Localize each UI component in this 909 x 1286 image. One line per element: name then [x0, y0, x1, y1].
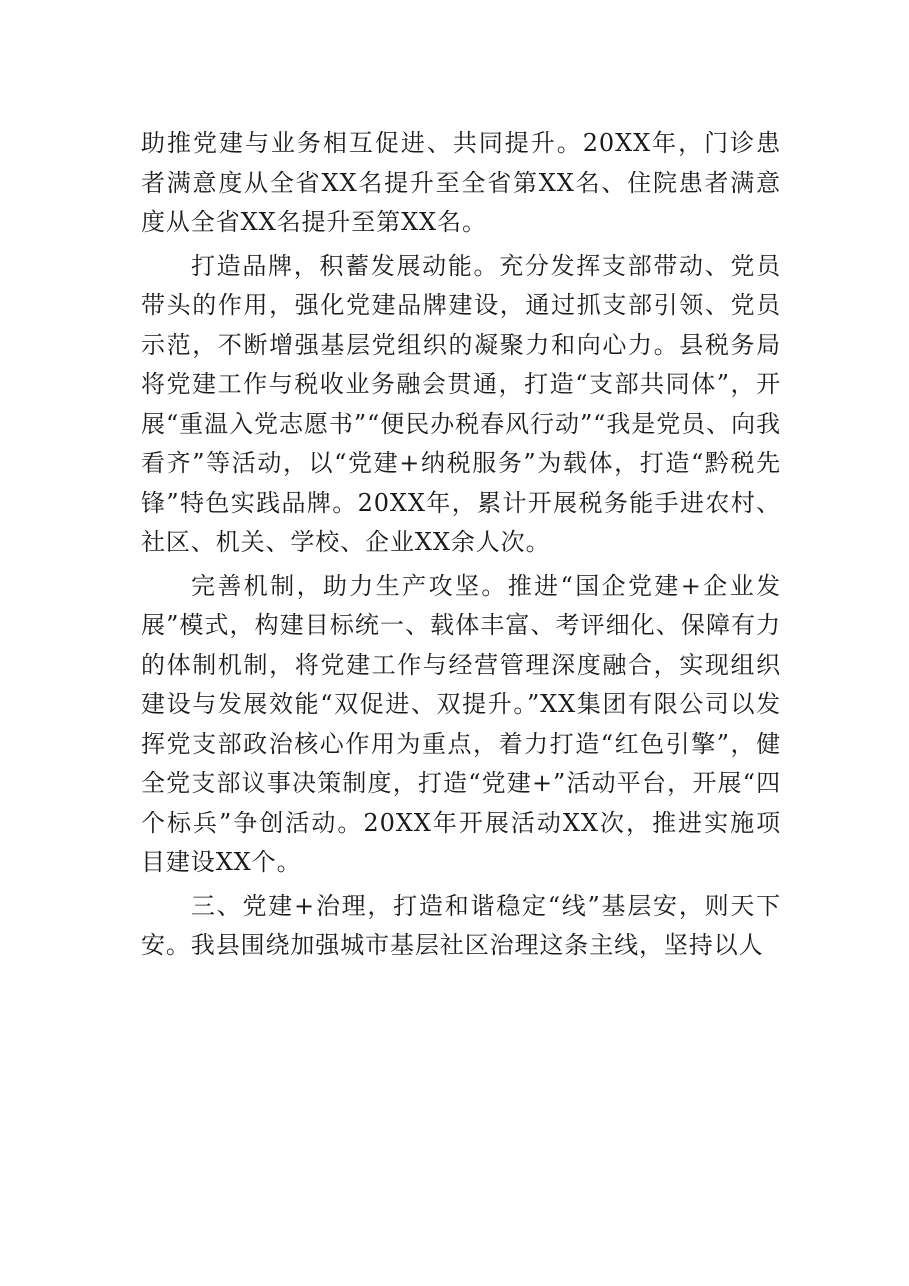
paragraph-continuation: 助推党建与业务相互促进、共同提升。20XX年，门诊患者满意度从全省XX名提升至全省第XX名、住院患者满意度从全省XX名提升至第XX名。	[141, 129, 781, 236]
paragraph-governance: 三、党建+治理，打造和谐稳定“线”基层安，则天下安。我县围绕加强城市基层社区治理这条主线，坚持以人	[141, 891, 781, 959]
paragraph-mechanism: 完善机制，助力生产攻坚。推进“国企党建+企业发展”模式，构建目标统一、载体丰富、考评细化、保障有力的体制机制，将党建工作与经营管理深度融合，实现组织建设与发展效能“双促进、双提升。”XX集团有限公司以发挥党支部政治核心作用为重点，着力打造“红色引擎”，健全党支部议事决策制度，打造“党建+”活动平台，开展“四个标兵”争创活动。20XX年开展活动XX次，推进实施项目建设XX个。	[141, 571, 781, 876]
document-body	[141, 124, 781, 970]
paragraph-brand-building: 打造品牌，积蓄发展动能。充分发挥支部带动、党员带头的作用，强化党建品牌建设，通过抓支部引领、党员示范，不断增强基层党组织的凝聚力和向心力。县税务局将党建工作与税收业务融会贯通，打造“支部共同体”，开展“重温入党志愿书”“便民办税春风行动”“我是党员、向我看齐”等活动，以“党建+纳税服务”为载体，打造“黔税先锋”特色实践品牌。20XX年，累计开展税务能手进农村、社区、机关、学校、企业XX余人次。	[141, 251, 781, 556]
